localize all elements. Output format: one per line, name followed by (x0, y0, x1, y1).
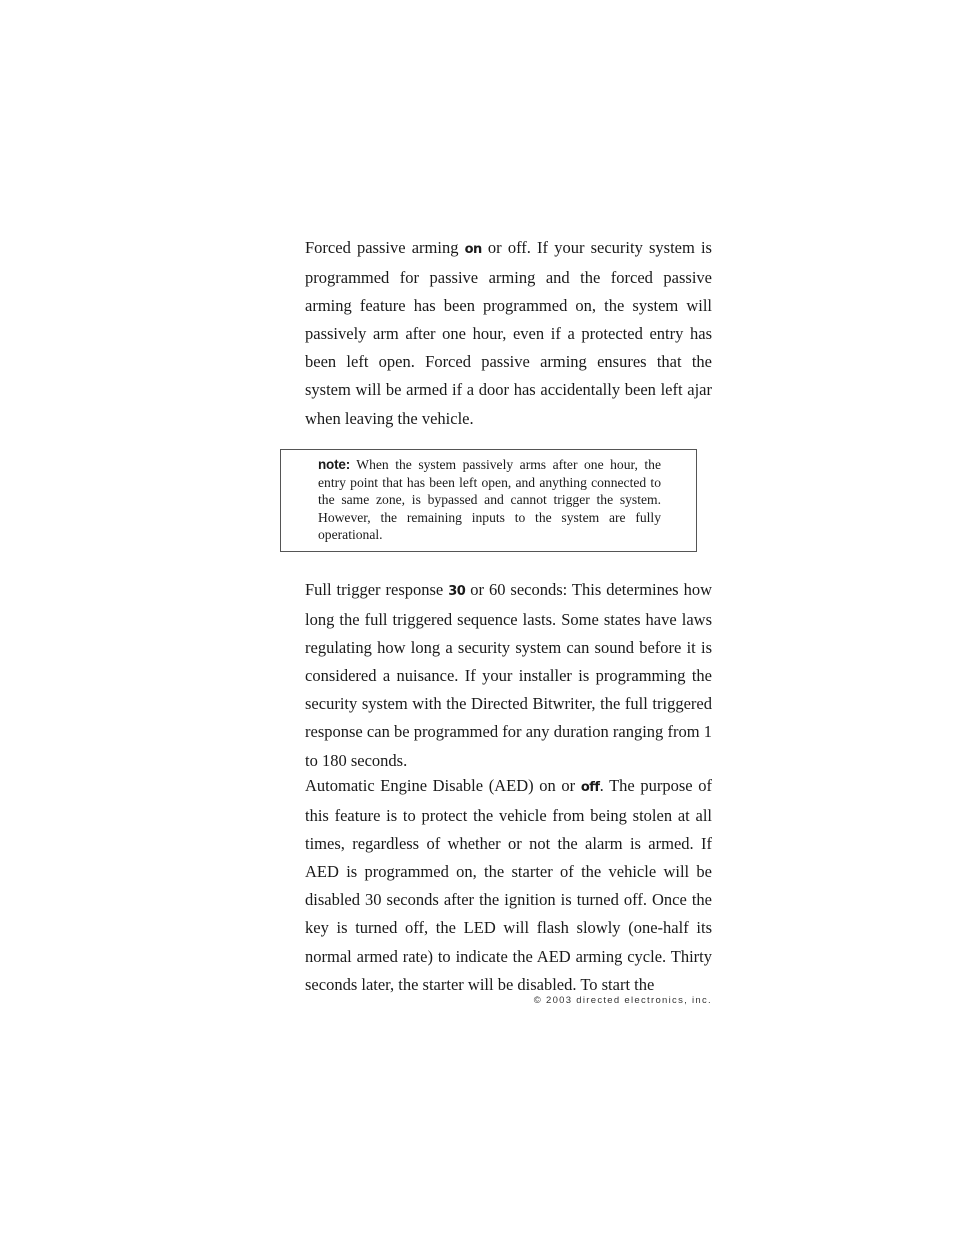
note-box (280, 449, 697, 552)
note-text (318, 456, 661, 544)
full-trigger-default-option: 30 (448, 584, 466, 599)
forced-passive-text-before: Forced passive arming (305, 238, 465, 257)
aed-paragraph (305, 772, 712, 999)
aed-text-after: . The purpose of this feature is to protect the vehicle from being stolen at all times, regardless of whether or not the alarm is armed. If AED is programmed on, the starter of the vehicle will be disabled 30 seconds after the ignition is turned off. Once the key is turned off, the LED will flash slowly (one-half its normal armed rate) to indicate the AED arming cycle. Thirty seconds later, the starter will be disabled. To start the (305, 776, 713, 994)
aed-text-before: Automatic Engine Disable (AED) on or (305, 776, 581, 795)
full-trigger-text-after: or 60 seconds: This determines how long the full triggered sequence lasts. Some states have laws regulating how long a security system can sound before it is considered a nuisance. If your installer is programming the security system with the Directed Bitwriter, the full triggered response can be programmed for any duration ranging from 1 to 180 seconds. (305, 580, 712, 770)
aed-default-option: off (580, 780, 600, 795)
copyright-footer: © 2003 directed electronics, inc. (533, 995, 712, 1006)
forced-passive-default-option: on (464, 242, 482, 257)
note-body: When the system passively arms after one hour, the entry point that has been left open, and anything connected to the same zone, is bypassed and cannot trigger the system. However, the remaining inputs to the system are fully operational. (318, 457, 661, 543)
full-trigger-response-paragraph (305, 576, 712, 775)
full-trigger-text-before: Full trigger response (305, 580, 449, 599)
forced-passive-arming-paragraph (305, 234, 712, 433)
forced-passive-text-after: or off. If your security system is programmed for passive arming and the forced passive arming feature has been programmed on, the system will passively arm after one hour, even if a protected entry has been left open. Forced passive arming ensures that the system will be armed if a door has accidentally been left ajar when leaving the vehicle. (305, 238, 712, 428)
note-label: note: (318, 457, 350, 472)
